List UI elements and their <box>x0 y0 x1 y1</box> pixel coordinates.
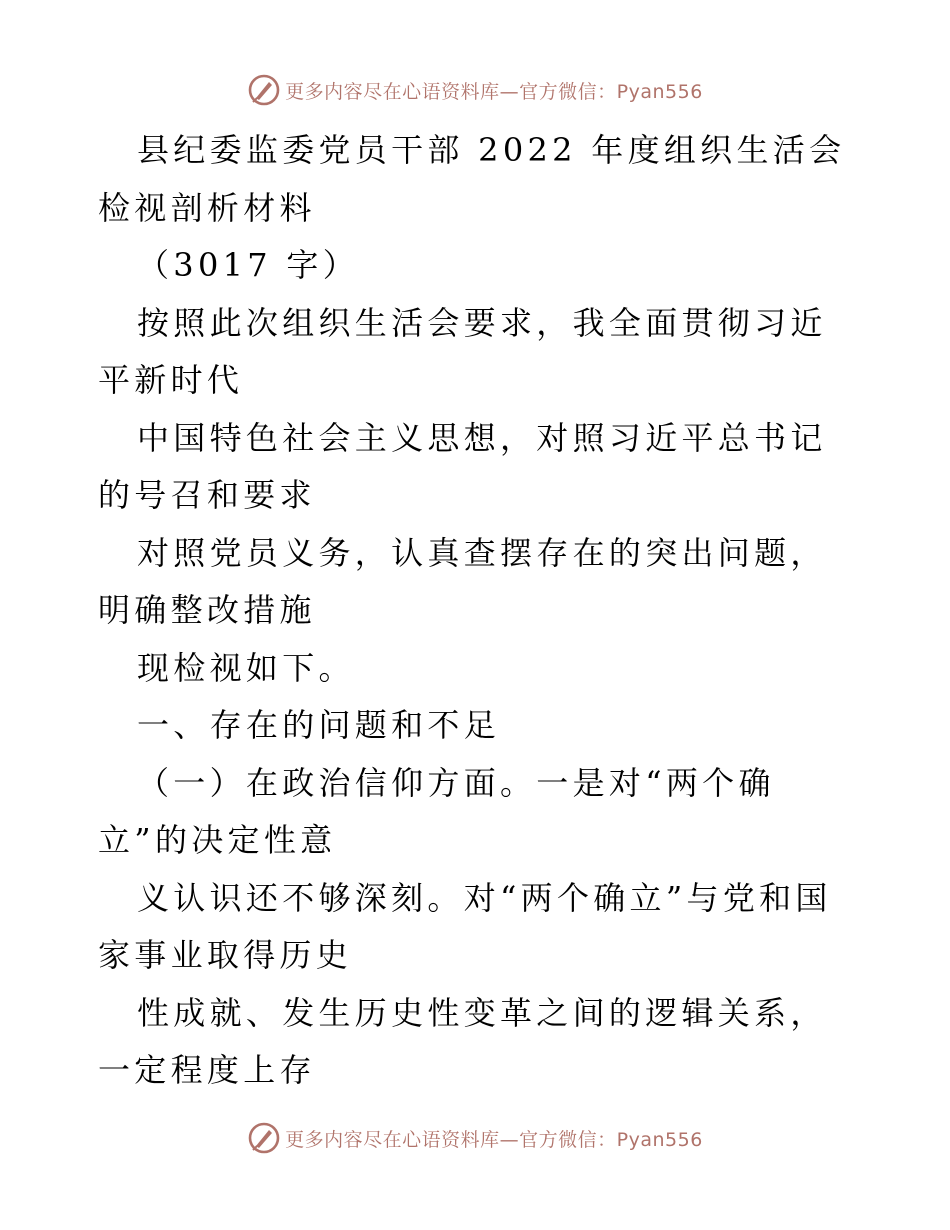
paragraph: 中国特色社会主义思想，对照习近平总书记的号召和要求 <box>98 418 827 514</box>
watermark-text: 更多内容尽在心语资料库—官方微信：Pyan556 <box>285 1128 703 1151</box>
pen-in-circle-icon <box>247 1121 281 1155</box>
paragraph: 现检视如下。 <box>137 648 355 687</box>
footer-watermark-banner <box>0 1118 950 1158</box>
section-heading: 一、存在的问题和不足 <box>137 706 501 744</box>
document-body <box>98 122 858 1100</box>
pen-in-circle-icon <box>247 73 281 107</box>
paragraph: 对照党员义务，认真查摆存在的突出问题，明确整改措施 <box>98 533 827 629</box>
paragraph: 义认识还不够深刻。对“两个确立”与党和国家事业取得历史 <box>98 878 832 974</box>
document-title: 县纪委监委党员干部 2022 年度组织生活会检视剖析材料 <box>98 131 846 227</box>
paragraph: （一）在政治信仰方面。一是对“两个确立”的决定性意 <box>98 763 775 859</box>
watermark-text: 更多内容尽在心语资料库—官方微信：Pyan556 <box>285 80 703 103</box>
word-count: （3017 字） <box>137 246 360 284</box>
header-watermark-banner <box>0 70 950 110</box>
paragraph: 按照此次组织生活会要求，我全面贯彻习近平新时代 <box>98 303 827 399</box>
paragraph: 性成就、发生历史性变革之间的逻辑关系，一定程度上存 <box>98 993 827 1089</box>
